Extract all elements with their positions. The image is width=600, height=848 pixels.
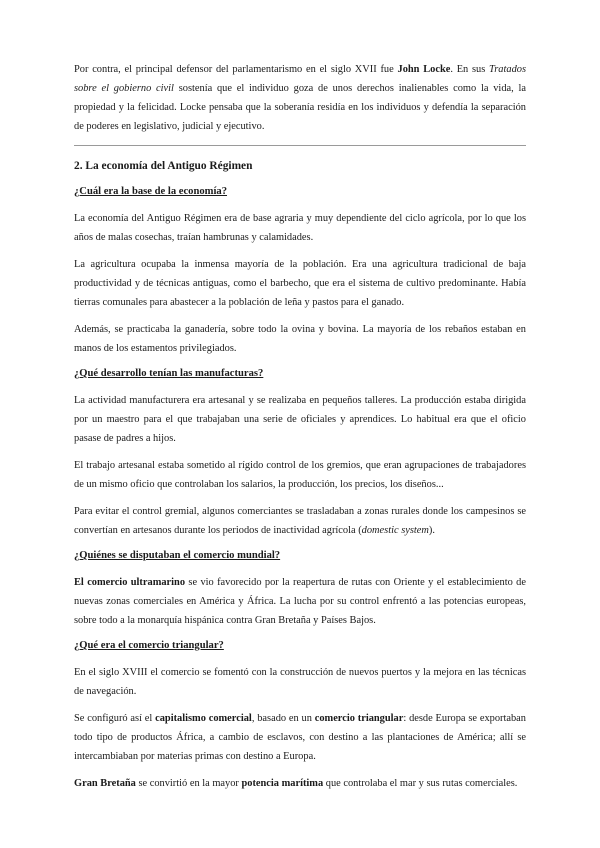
paragraph: En el siglo XVIII el comercio se fomentó con la construcción de nuevos puertos y la mejora en las técnicas de navegación. <box>74 667 526 697</box>
john-locke-name: John Locke <box>397 64 451 75</box>
paragraph: La actividad manufacturera era artesanal y se realizaba en pequeños talleres. La producción estaba dirigida por un maestro para el que trabajaban una serie de oficiales y aprendices. Lo habitual era que el oficio pasase de padres a hijos. <box>74 395 526 444</box>
paragraph-text: que controlaba el mar y sus rutas comerciales. <box>323 778 518 789</box>
paragraph-text: ). <box>428 525 435 536</box>
paragraph: La agricultura ocupaba la inmensa mayoría de la población. Era una agricultura tradicional de baja productividad y de técnicas antiguas, como el barbecho, que era el sistema de cultivo predominante. Había tierras comunales para abastecer a la población de leña y pastos para el ganado. <box>74 259 526 308</box>
question-heading-manufactures: ¿Qué desarrollo tenían las manufacturas? <box>74 368 264 379</box>
section-divider <box>74 145 526 146</box>
paragraph <box>74 709 526 766</box>
paragraph-text: Para evitar el control gremial, algunos comerciantes se trasladaban a zonas rurales donde los campesinos se convertían en artesanos durante los periodos de inactividad agrícola ( <box>74 506 526 536</box>
paragraph <box>74 502 526 540</box>
intro-paragraph <box>74 60 526 136</box>
paragraph-text: : desde Europa se exportaban todo tipo de productos África, a cambio de esclavos, con destino a las plantaciones de América; allí se intercambiaban por materias primas con destino a Europa. <box>74 713 526 762</box>
key-term: comercio triangular <box>314 713 404 724</box>
paragraph: El trabajo artesanal estaba sometido al rígido control de los gremios, que eran agrupaciones de trabajadores de un mismo oficio que controlaban los salarios, la producción, los precios, los diseños... <box>74 460 526 490</box>
key-term: potencia marítima <box>241 778 324 789</box>
question-heading-economy-base: ¿Cuál era la base de la economía? <box>74 186 228 197</box>
paragraph-text: Se configuró así el <box>74 713 156 724</box>
page-content <box>74 60 526 793</box>
paragraph <box>74 774 526 793</box>
intro-text: sostenía que el individuo goza de unos derechos inalienables como la vida, la propiedad y la felicidad. Locke pensaba que la soberanía residía en los individuos y defendía la separación de poderes en legislativo, judicial y ejecutivo. <box>74 83 526 132</box>
key-term: El comercio ultramarino <box>74 577 186 588</box>
domestic-system-term: domestic system <box>361 525 429 536</box>
paragraph-text: se convirtió en la mayor <box>135 778 242 789</box>
paragraph <box>74 573 526 630</box>
section-title: 2. La economía del Antiguo Régimen <box>74 160 253 172</box>
paragraph: Además, se practicaba la ganadería, sobre todo la ovina y bovina. La mayoría de los rebaños estaban en manos de los estamentos privilegiados. <box>74 324 526 354</box>
question-heading-world-trade: ¿Quiénes se disputaban el comercio mundial? <box>74 550 281 561</box>
work-title: Tratados sobre el gobierno civil <box>74 64 527 94</box>
key-term: Gran Bretaña <box>74 778 136 789</box>
paragraph-text: , basado en un <box>251 713 315 724</box>
intro-text: . En sus <box>450 64 490 75</box>
paragraph-text: se vio favorecido por la reapertura de rutas con Oriente y el establecimiento de nuevas zonas comerciales en América y África. La lucha por su control enfrentó a las potencias europeas, sobre todo a la monarquía hispánica contra Gran Bretaña y Países Bajos. <box>74 577 526 626</box>
key-term: capitalismo comercial <box>155 713 252 724</box>
intro-text: Por contra, el principal defensor del parlamentarismo en el siglo XVII fue <box>74 64 398 75</box>
question-heading-triangular-trade: ¿Qué era el comercio triangular? <box>74 640 224 651</box>
paragraph: La economía del Antiguo Régimen era de base agraria y muy dependiente del ciclo agrícola, por lo que los años de malas cosechas, traían hambrunas y calamidades. <box>74 213 526 243</box>
